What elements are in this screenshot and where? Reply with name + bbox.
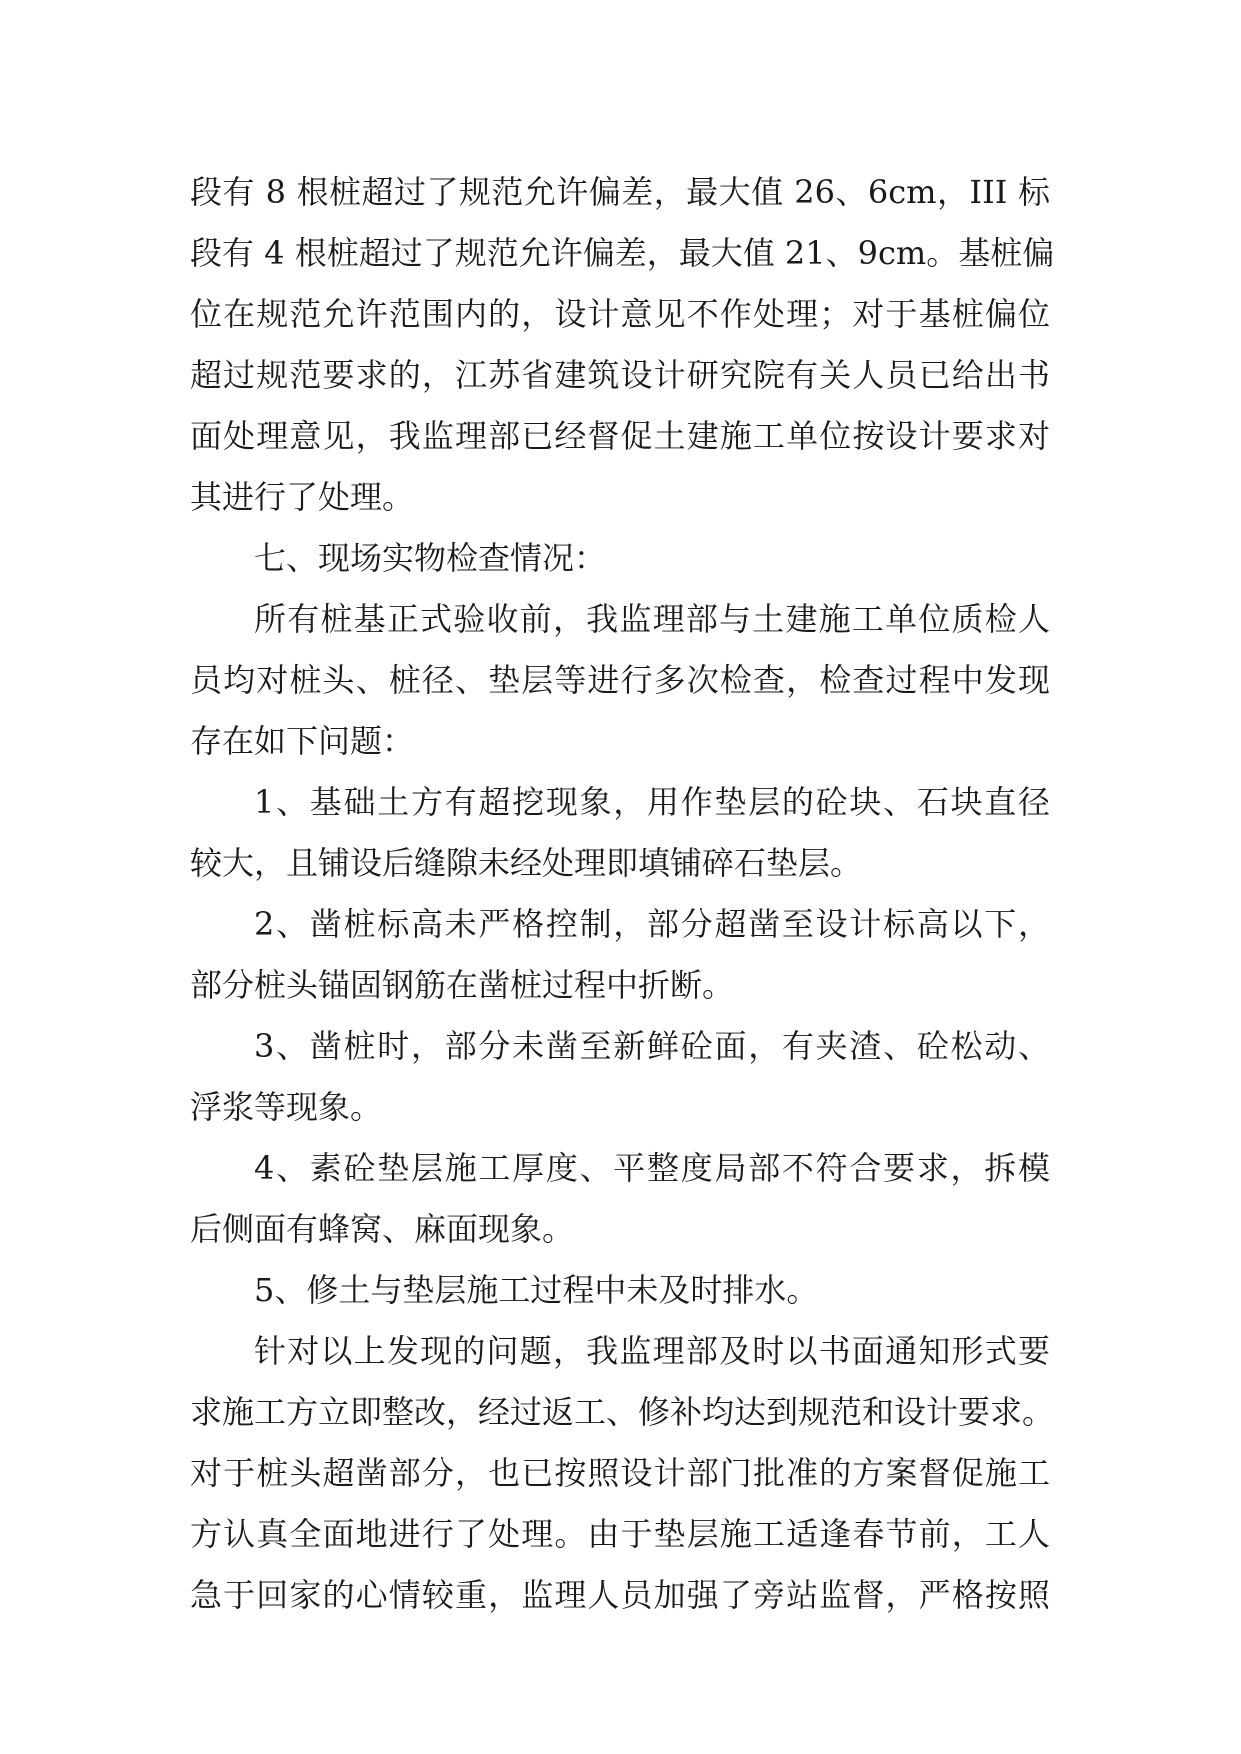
list-item-5: 5、修土与垫层施工过程中未及时排水。 (254, 1271, 819, 1309)
text-line: 其进行了处理。 (190, 478, 415, 516)
paragraph-start-line: 针对以上发现的问题，我监理部及时以书面通知形式要 (254, 1332, 1050, 1370)
text-line: 段有 8 根桩超过了规范允许偏差，最大值 26、6cm，III 标 (190, 173, 1050, 211)
list-item-1: 1、基础土方有超挖现象，用作垫层的砼块、石块直径 (254, 783, 1050, 821)
list-item-3: 3、凿桩时，部分未凿至新鲜砼面，有夹渣、砼松动、 (254, 1027, 1050, 1065)
text-line: 面处理意见，我监理部已经督促土建施工单位按设计要求对 (190, 417, 1050, 455)
text-line: 求施工方立即整改，经过返工、修补均达到规范和设计要求。 (190, 1393, 1055, 1431)
text-line: 超过规范要求的，江苏省建筑设计研究院有关人员已给出书 (190, 356, 1050, 394)
text-line: 位在规范允许范围内的，设计意见不作处理；对于基桩偏位 (190, 295, 1050, 333)
text-line: 浮浆等现象。 (190, 1088, 383, 1126)
text-line: 急于回家的心情较重，监理人员加强了旁站监督，严格按照 (190, 1576, 1050, 1614)
text-line: 方认真全面地进行了处理。由于垫层施工适逢春节前，工人 (190, 1515, 1050, 1553)
text-line: 员均对桩头、桩径、垫层等进行多次检查，检查过程中发现 (190, 661, 1050, 699)
paragraph-start-line: 所有桩基正式验收前，我监理部与土建施工单位质检人 (254, 600, 1050, 638)
text-line: 较大，且铺设后缝隙未经处理即填铺碎石垫层。 (190, 844, 863, 882)
list-item-4: 4、素砼垫层施工厚度、平整度局部不符合要求，拆模 (254, 1149, 1050, 1187)
text-line: 对于桩头超凿部分，也已按照设计部门批准的方案督促施工 (190, 1454, 1050, 1492)
document-body (190, 162, 1055, 1626)
section-heading: 七、现场实物检查情况： (254, 539, 607, 577)
text-line: 存在如下问题： (190, 722, 415, 760)
text-line: 段有 4 根桩超过了规范允许偏差，最大值 21、9cm。基桩偏 (190, 234, 1055, 272)
text-line: 后侧面有蜂窝、麻面现象。 (190, 1210, 575, 1248)
text-line: 部分桩头锚固钢筋在凿桩过程中折断。 (190, 966, 735, 1004)
list-item-2: 2、凿桩标高未严格控制，部分超凿至设计标高以下， (254, 905, 1050, 943)
